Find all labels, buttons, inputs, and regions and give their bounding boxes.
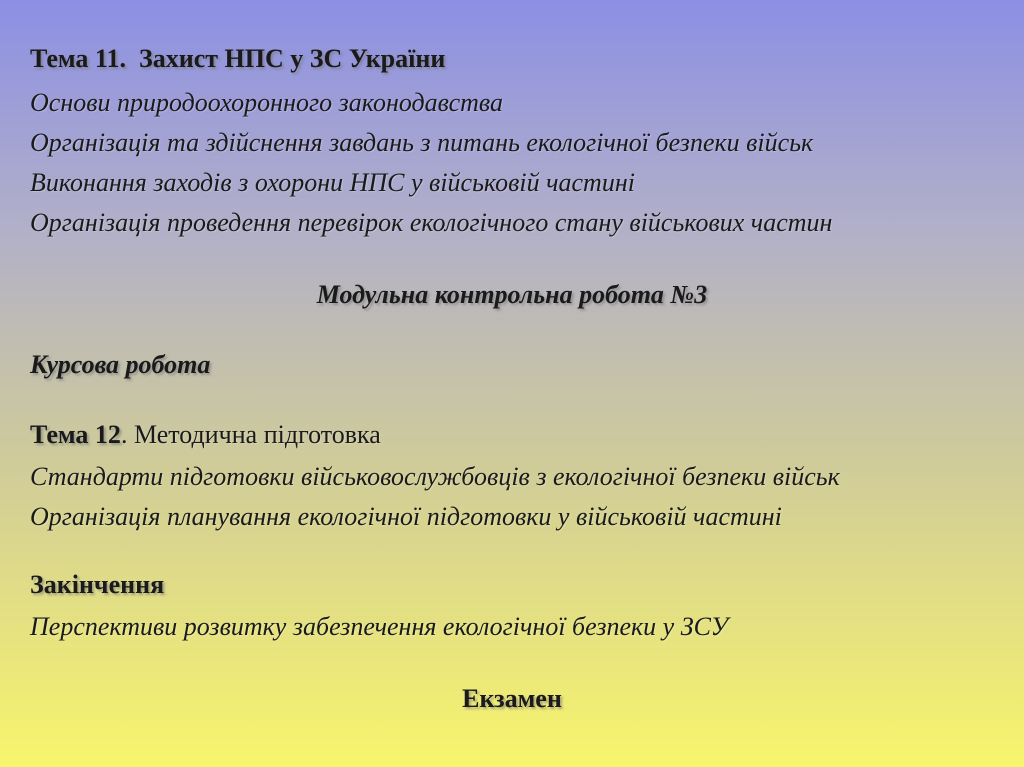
topic11-item-2: Організація та здійснення завдань з питань екологічної безпеки військ xyxy=(30,128,814,157)
topic11-title: Захист НПС у ЗС України xyxy=(139,44,446,73)
exam: Екзамен xyxy=(462,684,562,713)
topic11-label: Тема 11. xyxy=(30,44,126,73)
topic12-label: Тема 12 xyxy=(30,420,121,449)
conclusion-item: Перспективи розвитку забезпечення екологічної безпеки у ЗСУ xyxy=(30,612,729,641)
course-work: Курсова робота xyxy=(30,350,211,379)
topic11-item-1: Основи природоохоронного законодавства xyxy=(30,88,504,117)
module-test: Модульна контрольна робота №3 xyxy=(316,280,708,309)
topic11-heading xyxy=(30,44,445,74)
conclusion-heading: Закінчення xyxy=(30,570,165,599)
topic12-item-2: Організація планування екологічної підготовки у військовій частині xyxy=(30,502,782,531)
topic11-item-3: Виконання заходів з охорони НПС у військовій частині xyxy=(30,168,635,197)
topic11-item-4: Організація проведення перевірок екологічного стану військових частин xyxy=(30,208,833,237)
topic12-item-1: Стандарти підготовки військовослужбовців з екологічної безпеки військ xyxy=(30,462,840,491)
topic12-heading xyxy=(30,420,381,450)
topic12-title: . Методична підготовка xyxy=(120,420,381,449)
